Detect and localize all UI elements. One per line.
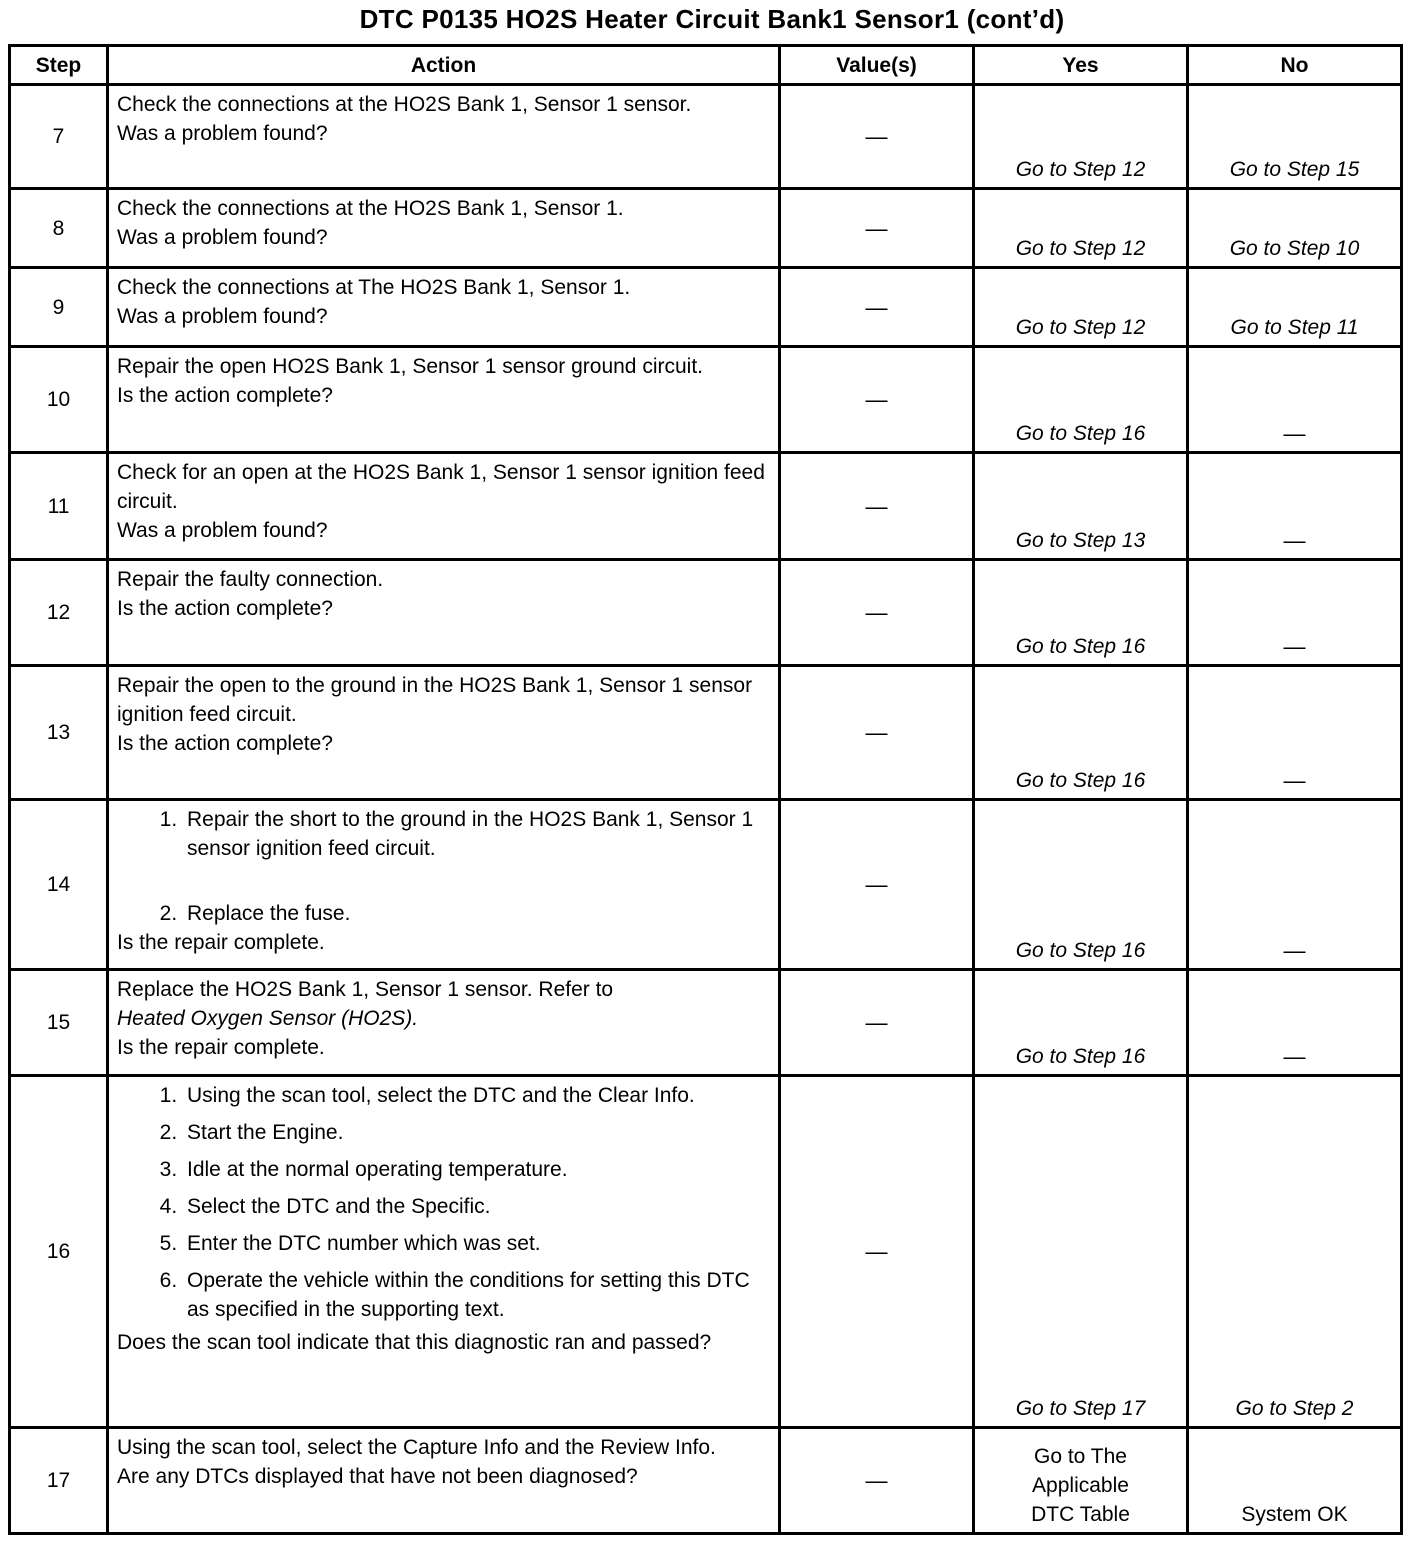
action-question: Are any DTCs displayed that have not been diagnosed? [117,1465,638,1488]
action-question: Was a problem found? [117,122,328,145]
list-item: 5. Enter the DTC number which was set. [183,1229,770,1258]
table-row [10,970,1402,1076]
yes-result: Go to Step 12 [974,85,1188,189]
value-cell: — [780,347,974,453]
no-result: Go to Step 2 [1188,1076,1402,1428]
table-row [10,453,1402,560]
yes-result-line: DTC Table [1031,1503,1130,1526]
table-row [10,666,1402,800]
value-cell: — [780,85,974,189]
no-result: System OK [1188,1428,1402,1534]
value-cell: — [780,268,974,347]
no-result: — [1188,347,1402,453]
list-item: 1. Using the scan tool, select the DTC and the Clear Info. [183,1081,770,1110]
action-text: Repair the open HO2S Bank 1, Sensor 1 sensor ground circuit. [117,355,703,378]
yes-result: Go to Step 16 [974,666,1188,800]
yes-result: Go to Step 12 [974,268,1188,347]
step-number: 7 [10,85,108,189]
action-cell [108,189,780,268]
yes-result-line: Applicable [1032,1474,1129,1497]
action-question: Is the repair complete. [117,931,325,954]
no-result: Go to Step 10 [1188,189,1402,268]
step-number: 13 [10,666,108,800]
step-number: 17 [10,1428,108,1534]
yes-result: Go to Step 16 [974,560,1188,666]
step-number: 8 [10,189,108,268]
value-cell: — [780,453,974,560]
column-header-step: Step [10,46,108,85]
list-item: 6. Operate the vehicle within the conditions for setting this DTC as specified in the supporting text. [183,1266,770,1324]
table-row [10,800,1402,970]
step-number: 16 [10,1076,108,1428]
yes-result: Go to Step 16 [974,800,1188,970]
action-text [117,975,770,1033]
reference-link-heated-oxygen-sensor[interactable]: Heated Oxygen Sensor (HO2S). [117,1007,419,1030]
action-text: Check the connections at The HO2S Bank 1, Sensor 1. [117,276,631,299]
action-question: Was a problem found? [117,305,328,328]
action-question: Was a problem found? [117,519,328,542]
yes-result: Go to Step 17 [974,1076,1188,1428]
yes-result: Go to Step 16 [974,347,1188,453]
no-result: — [1188,970,1402,1076]
step-number: 11 [10,453,108,560]
yes-result: Go to Step 16 [974,970,1188,1076]
column-header-no: No [1188,46,1402,85]
list-item: 2. Start the Engine. [183,1118,770,1147]
no-result: — [1188,666,1402,800]
table-row [10,347,1402,453]
action-steps-list [117,805,770,928]
action-text: Using the scan tool, select the Capture Info and the Review Info. [117,1436,716,1459]
value-cell: — [780,970,974,1076]
value-cell: — [780,560,974,666]
yes-result [974,1428,1188,1534]
step-number: 10 [10,347,108,453]
value-cell: — [780,800,974,970]
table-row [10,1076,1402,1428]
no-result: Go to Step 11 [1188,268,1402,347]
action-question: Is the action complete? [117,384,333,407]
table-row [10,85,1402,189]
no-result: Go to Step 15 [1188,85,1402,189]
action-question: Was a problem found? [117,226,328,249]
list-item: 4. Select the DTC and the Specific. [183,1192,770,1221]
table-header-row [10,46,1402,85]
action-text: Check the connections at the HO2S Bank 1, Sensor 1 sensor. [117,93,692,116]
table-row [10,560,1402,666]
value-cell: — [780,1076,974,1428]
action-question: Is the action complete? [117,597,333,620]
action-cell [108,453,780,560]
step-number: 9 [10,268,108,347]
value-cell: — [780,189,974,268]
action-cell [108,268,780,347]
action-steps-list [117,1081,770,1328]
page-title: DTC P0135 HO2S Heater Circuit Bank1 Sensor1 (cont’d) [359,4,1065,34]
action-question: Is the repair complete. [117,1036,325,1059]
value-cell: — [780,1428,974,1534]
action-text: Check the connections at the HO2S Bank 1, Sensor 1. [117,197,624,220]
action-question: Is the action complete? [117,732,333,755]
action-text: Check for an open at the HO2S Bank 1, Sensor 1 sensor ignition feed circuit. [117,461,765,513]
yes-result: Go to Step 12 [974,189,1188,268]
action-cell [108,800,780,970]
diagnostic-table [8,44,1403,1535]
action-cell [108,560,780,666]
step-number: 14 [10,800,108,970]
yes-result: Go to Step 13 [974,453,1188,560]
column-header-value: Value(s) [780,46,974,85]
table-row [10,1428,1402,1534]
no-result: — [1188,560,1402,666]
value-cell: — [780,666,974,800]
list-item: 1. Repair the short to the ground in the HO2S Bank 1, Sensor 1 sensor ignition feed circuit. [183,805,770,863]
action-question: Does the scan tool indicate that this diagnostic ran and passed? [117,1331,712,1354]
table-row [10,189,1402,268]
step-number: 12 [10,560,108,666]
column-header-action: Action [108,46,780,85]
action-cell [108,85,780,189]
no-result: — [1188,800,1402,970]
yes-result-line: Go to The [1033,1445,1127,1468]
action-text: Repair the faulty connection. [117,568,384,591]
action-cell [108,347,780,453]
list-item: 3. Idle at the normal operating temperature. [183,1155,770,1184]
step-number: 15 [10,970,108,1076]
table-row [10,268,1402,347]
column-header-yes: Yes [974,46,1188,85]
action-cell [108,666,780,800]
action-cell [108,1076,780,1428]
action-cell [108,970,780,1076]
action-text-main: Replace the HO2S Bank 1, Sensor 1 sensor. Refer to [117,978,614,1001]
list-item: 2. Replace the fuse. [183,899,770,928]
no-result: — [1188,453,1402,560]
action-text: Repair the open to the ground in the HO2S Bank 1, Sensor 1 sensor ignition feed circuit. [117,674,753,726]
action-cell [108,1428,780,1534]
